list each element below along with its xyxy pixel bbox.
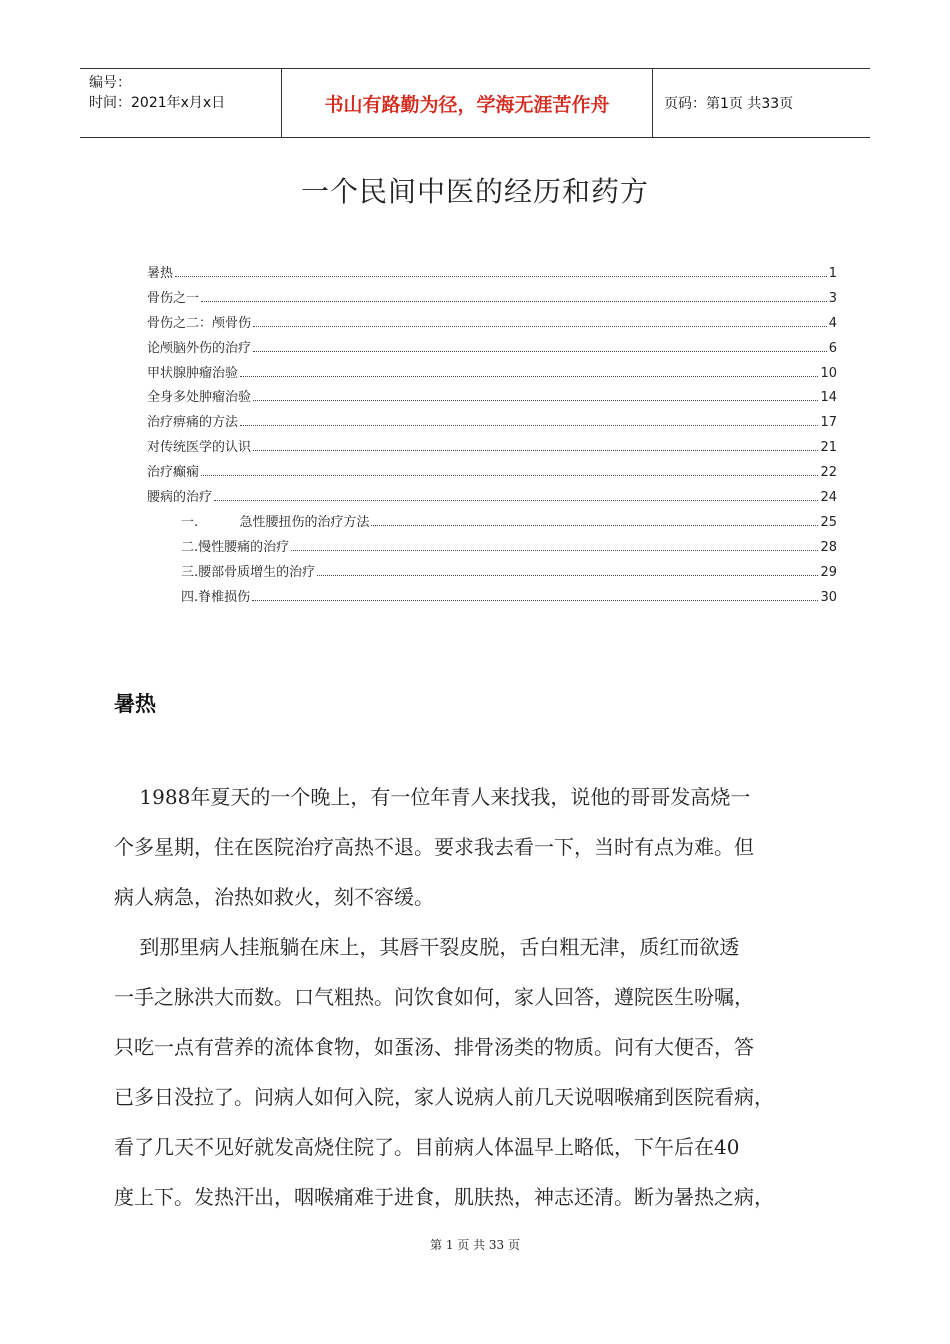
toc-entry[interactable] — [147, 386, 837, 411]
toc-entry-page: 10 — [820, 365, 837, 381]
header-meta-cell — [80, 69, 281, 137]
time-label: 时间：2021年x月x日 — [89, 95, 226, 111]
toc-entry-page: 25 — [820, 514, 837, 530]
toc-entry-label: 暑热 — [147, 266, 174, 281]
toc-entry-page: 21 — [820, 440, 837, 456]
body-line: 看了几天不见好就发高烧住院了。目前病人体温早上略低，下午后在40 — [114, 1135, 740, 1159]
toc-leader-dots — [240, 376, 818, 377]
page-footer: 第 1 页 共 33 页 — [430, 1238, 520, 1252]
table-of-contents — [147, 262, 837, 610]
toc-entry[interactable] — [147, 262, 837, 287]
toc-leader-dots — [253, 450, 818, 451]
body-line: 1988年夏天的一个晚上，有一位年青人来找我，说他的哥哥发高烧一 — [114, 785, 751, 809]
toc-entry-label: 论颅脑外伤的治疗 — [147, 340, 252, 356]
body-line: 到那里病人挂瓶躺在床上，其唇干裂皮脱，舌白粗无津，质红而欲透 — [114, 935, 740, 959]
toc-leader-dots — [252, 600, 818, 601]
toc-entry-label: 治疗痹痛的方法 — [147, 415, 239, 431]
toc-entry-page: 22 — [820, 465, 837, 481]
toc-entry[interactable] — [147, 486, 837, 511]
toc-entry[interactable] — [147, 362, 837, 387]
page-info: 页码：第1页 共33页 — [664, 96, 794, 112]
toc-entry[interactable] — [147, 536, 837, 561]
toc-leader-dots — [253, 400, 818, 401]
toc-leader-dots — [240, 425, 818, 426]
toc-entry[interactable] — [147, 586, 837, 611]
toc-leader-dots — [201, 301, 827, 302]
toc-entry-label: 骨伤之二：颅骨伤 — [147, 315, 252, 331]
toc-leader-dots — [214, 500, 818, 501]
toc-entry[interactable] — [147, 337, 837, 362]
toc-entry-page: 17 — [820, 415, 837, 431]
toc-entry-label: 甲状腺肿瘤治验 — [147, 365, 239, 381]
toc-entry-page: 14 — [820, 390, 837, 406]
toc-leader-dots — [253, 326, 827, 327]
toc-entry-label: 四.脊椎损伤 — [181, 589, 251, 605]
body-line: 已多日没拉了。问病人如何入院，家人说病人前几天说咽喉痛到医院看病， — [114, 1085, 774, 1109]
toc-entry-page: 24 — [820, 490, 837, 506]
toc-entry-label: 腰病的治疗 — [147, 490, 213, 506]
toc-leader-dots — [253, 351, 827, 352]
header-table — [80, 68, 870, 138]
toc-entry[interactable] — [147, 436, 837, 461]
toc-entry-page: 6 — [828, 340, 837, 356]
toc-entry-page: 1 — [828, 266, 837, 281]
section-title: 暑热 — [114, 692, 156, 716]
toc-entry[interactable] — [147, 411, 837, 436]
toc-entry-page: 3 — [828, 290, 837, 306]
toc-entry-label: 一. 急性腰扭伤的治疗方法 — [181, 514, 370, 530]
toc-entry-label: 治疗癫痫 — [147, 465, 200, 481]
toc-entry-label: 全身多处肿瘤治验 — [147, 390, 252, 406]
toc-leader-dots — [201, 475, 818, 476]
toc-entry-label: 二.慢性腰痛的治疗 — [181, 539, 290, 555]
toc-entry[interactable] — [147, 312, 837, 337]
toc-leader-dots — [291, 550, 818, 551]
number-label: 编号： — [89, 75, 131, 91]
toc-entry-page: 28 — [820, 539, 837, 555]
motto: 书山有路勤为径，学海无涯苦作舟 — [281, 69, 653, 137]
toc-entry-page: 4 — [828, 315, 837, 331]
body-line: 一手之脉洪大而数。口气粗热。问饮食如何，家人回答，遵院医生吩嘱， — [114, 985, 754, 1009]
body-text — [114, 772, 839, 1222]
toc-entry-label: 三.腰部骨质增生的治疗 — [181, 564, 316, 580]
toc-entry-page: 29 — [820, 564, 837, 580]
toc-entry[interactable] — [147, 461, 837, 486]
body-line: 病人病急，治热如救火，刻不容缓。 — [114, 885, 434, 909]
toc-entry[interactable] — [147, 561, 837, 586]
page-title: 一个民间中医的经历和药方 — [300, 175, 649, 208]
toc-entry[interactable] — [147, 511, 837, 536]
body-line: 只吃一点有营养的流体食物，如蛋汤、排骨汤类的物质。问有大便否，答 — [114, 1035, 754, 1059]
toc-entry-label: 骨伤之一 — [147, 290, 200, 306]
toc-entry-page: 30 — [820, 589, 837, 605]
toc-leader-dots — [175, 276, 827, 277]
body-line: 个多星期，住在医院治疗高热不退。要求我去看一下，当时有点为难。但 — [114, 835, 754, 859]
toc-entry[interactable] — [147, 287, 837, 312]
toc-leader-dots — [371, 525, 818, 526]
body-line: 度上下。发热汗出，咽喉痛难于进食，肌肤热，神志还清。断为暑热之病， — [114, 1185, 774, 1209]
toc-leader-dots — [317, 575, 818, 576]
toc-entry-label: 对传统医学的认识 — [147, 440, 252, 456]
